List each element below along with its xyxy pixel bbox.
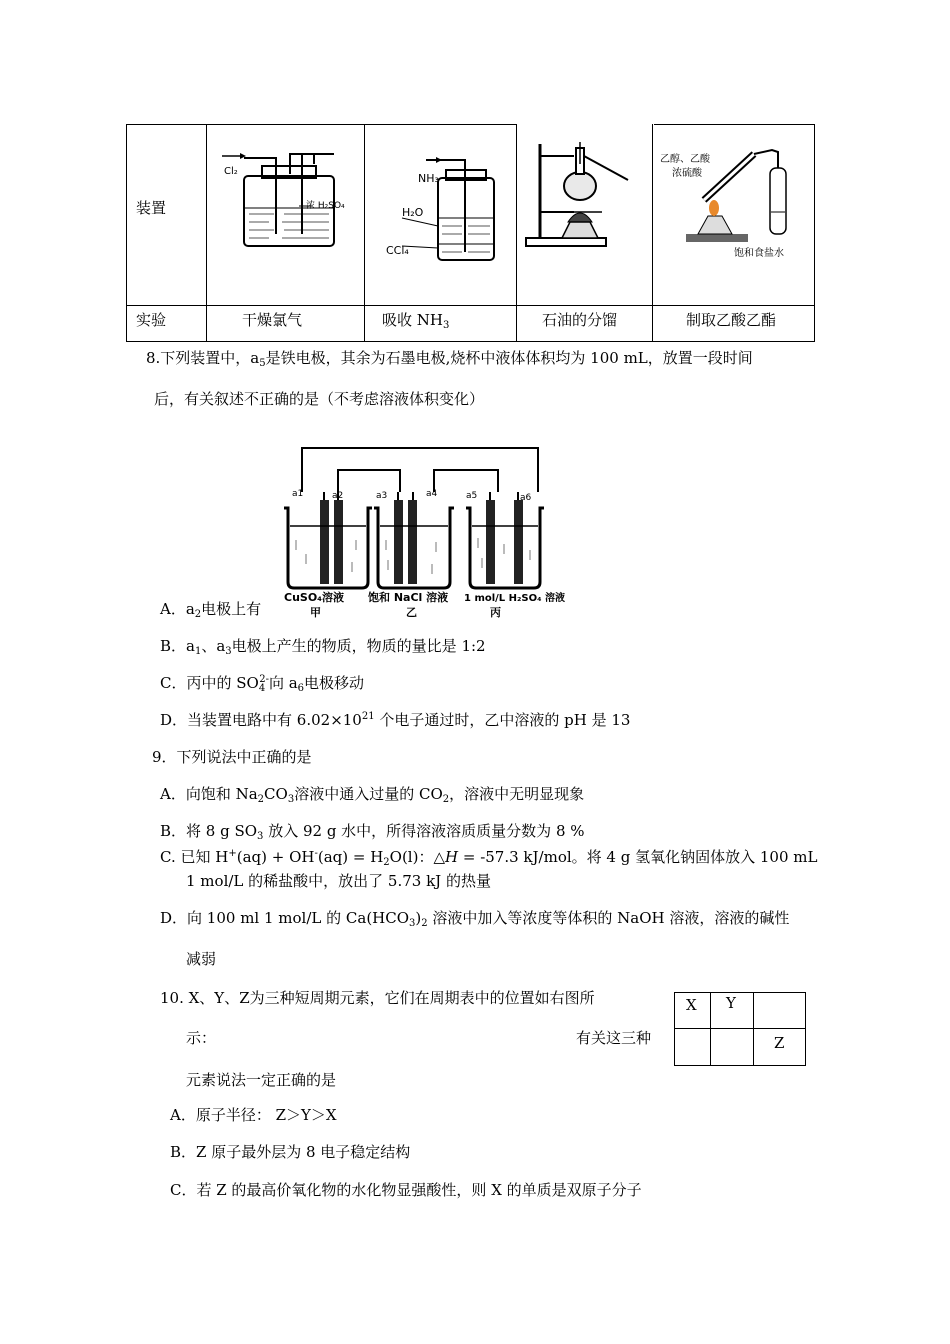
table-row-divider	[126, 305, 815, 306]
label-saturated-brine: 饱和食盐水	[734, 248, 784, 259]
q9-option-c: C. 已知 $H^+(aq) + OH^-(aq) = H_2O(l)$：△H = -57.3 kJ/mol。将 4 g 氢氧化钠固体放入 100 mL	[160, 848, 818, 868]
q10-stem-line2b: 有关这三种	[576, 1029, 652, 1047]
label-cl2: Cl₂	[224, 166, 238, 177]
q9-option-d-line2: 减弱	[186, 950, 217, 968]
table-col-line	[126, 124, 127, 342]
periodic-table-grid	[674, 992, 806, 1066]
row-header-apparatus: 装置	[136, 199, 167, 217]
q10-stem-line3: 元素说法一定正确的是	[186, 1071, 337, 1089]
q10-option-a: A．原子半径： Z＞Y＞X	[170, 1106, 337, 1124]
q8-option-a: A．$a_2$电极上有	[160, 600, 262, 620]
q9-option-c-line2: 1 mol/L 的稀盐酸中，放出了 5.73 kJ 的热量	[186, 872, 491, 890]
electrode-a1-label: a1	[292, 489, 304, 499]
experiment-ethyl-acetate: 制取乙酸乙酯	[686, 311, 777, 329]
distillation-diagram	[518, 134, 648, 254]
electrode-a3-label: a3	[376, 491, 388, 501]
table-col-line	[652, 124, 653, 342]
table-top-border	[126, 124, 516, 125]
table-col-line	[364, 124, 365, 342]
beaker-bing-label: 丙	[490, 606, 501, 618]
label-conc-h2so4: 浓 H₂SO₄	[306, 201, 345, 211]
q9-option-a: A．向饱和 $Na_2CO_3$溶液中通入过量的 $CO_2$，溶液中无明显现象	[160, 785, 585, 805]
experiment-petroleum-distillation: 石油的分馏	[542, 311, 618, 329]
electrode-a4-label: a4	[426, 489, 438, 499]
row-header-experiment: 实验	[136, 311, 167, 329]
grid-cell-y: Y	[726, 994, 736, 1012]
beaker-jia-label: 甲	[310, 606, 321, 618]
q8-stem-line2: 后，有关叙述不正确的是（不考虑溶液体积变化）	[154, 390, 485, 408]
q10-option-c: C．若 Z 的最高价氧化物的水化物显强酸性，则 X 的单质是双原子分子	[170, 1181, 642, 1199]
table-col-line	[814, 124, 815, 342]
label-h2o: H₂O	[402, 206, 424, 219]
beaker-yi-label: 乙	[406, 606, 417, 618]
label-nh3: NH₃	[418, 172, 439, 185]
q8-option-b: B．$a_1$、$a_3$电极上产生的物质，物质的量比是 1:2	[160, 637, 486, 657]
q9-option-d: D．向 100 ml 1 mol/L 的 $Ca(HCO_3)_2$ 溶液中加入等浓度等体积的 NaOH 溶液，溶液的碱性	[160, 909, 790, 929]
table-bottom-border	[126, 341, 815, 342]
q10-option-b: B．Z 原子最外层为 8 电子稳定结构	[170, 1143, 411, 1161]
q10-stem-line1: 10. X、Y、Z为三种短周期元素，它们在周期表中的位置如右图所	[160, 989, 595, 1007]
q9-option-b: B．将 8 g $SO_3$ 放入 92 g 水中，所得溶液溶质质量分数为 8 %	[160, 822, 585, 842]
gas-washing-bottle-diagram	[214, 144, 354, 254]
label-ccl4: CCl₄	[386, 244, 409, 257]
beaker-nacl-label: 饱和 NaCl 溶液	[368, 591, 449, 604]
q8-option-c: C．丙中的 $SO_4^{2-}$向 $a_6$电极移动	[160, 674, 365, 694]
electrode-a6-label: a6	[520, 493, 532, 503]
table-top-border-right	[654, 124, 815, 125]
q9-stem: 9．下列说法中正确的是	[152, 748, 312, 766]
q8-option-d: D．当装置电路中有 $6.02\times 10^{21}$ 个电子通过时，乙中溶液的 pH 是 13	[160, 711, 631, 729]
table-col-line	[516, 124, 517, 342]
q8-stem-line1: 8.下列装置中，$a_5$是铁电极，其余为石墨电极,烧杯中液体体积均为 100 mL，放置一段时间	[146, 349, 753, 369]
electrode-a2-label: a2	[332, 491, 344, 501]
q10-stem-line2a: 示：	[186, 1029, 217, 1047]
grid-cell-x: X	[686, 996, 697, 1014]
electrode-a5-label: a5	[466, 491, 478, 501]
ethyl-acetate-diagram	[658, 132, 810, 260]
label-ethanol-acetic-acid: 乙醇、乙酸	[660, 154, 710, 165]
table-col-line	[206, 124, 207, 342]
experiment-dry-chlorine: 干燥氯气	[242, 311, 303, 329]
beaker-h2so4-label: 1 mol/L H₂SO₄ 溶液	[464, 593, 565, 604]
grid-cell-z: Z	[774, 1034, 785, 1052]
apparatus-table	[126, 124, 815, 342]
beaker-cuso4-label: CuSO₄溶液	[284, 591, 344, 604]
electrolysis-figure	[276, 440, 566, 618]
nh3-absorption-diagram	[372, 152, 512, 262]
label-conc-sulfuric-acid: 浓硫酸	[672, 168, 702, 179]
experiment-absorb-nh3: 吸收 $NH_3$	[382, 311, 450, 331]
